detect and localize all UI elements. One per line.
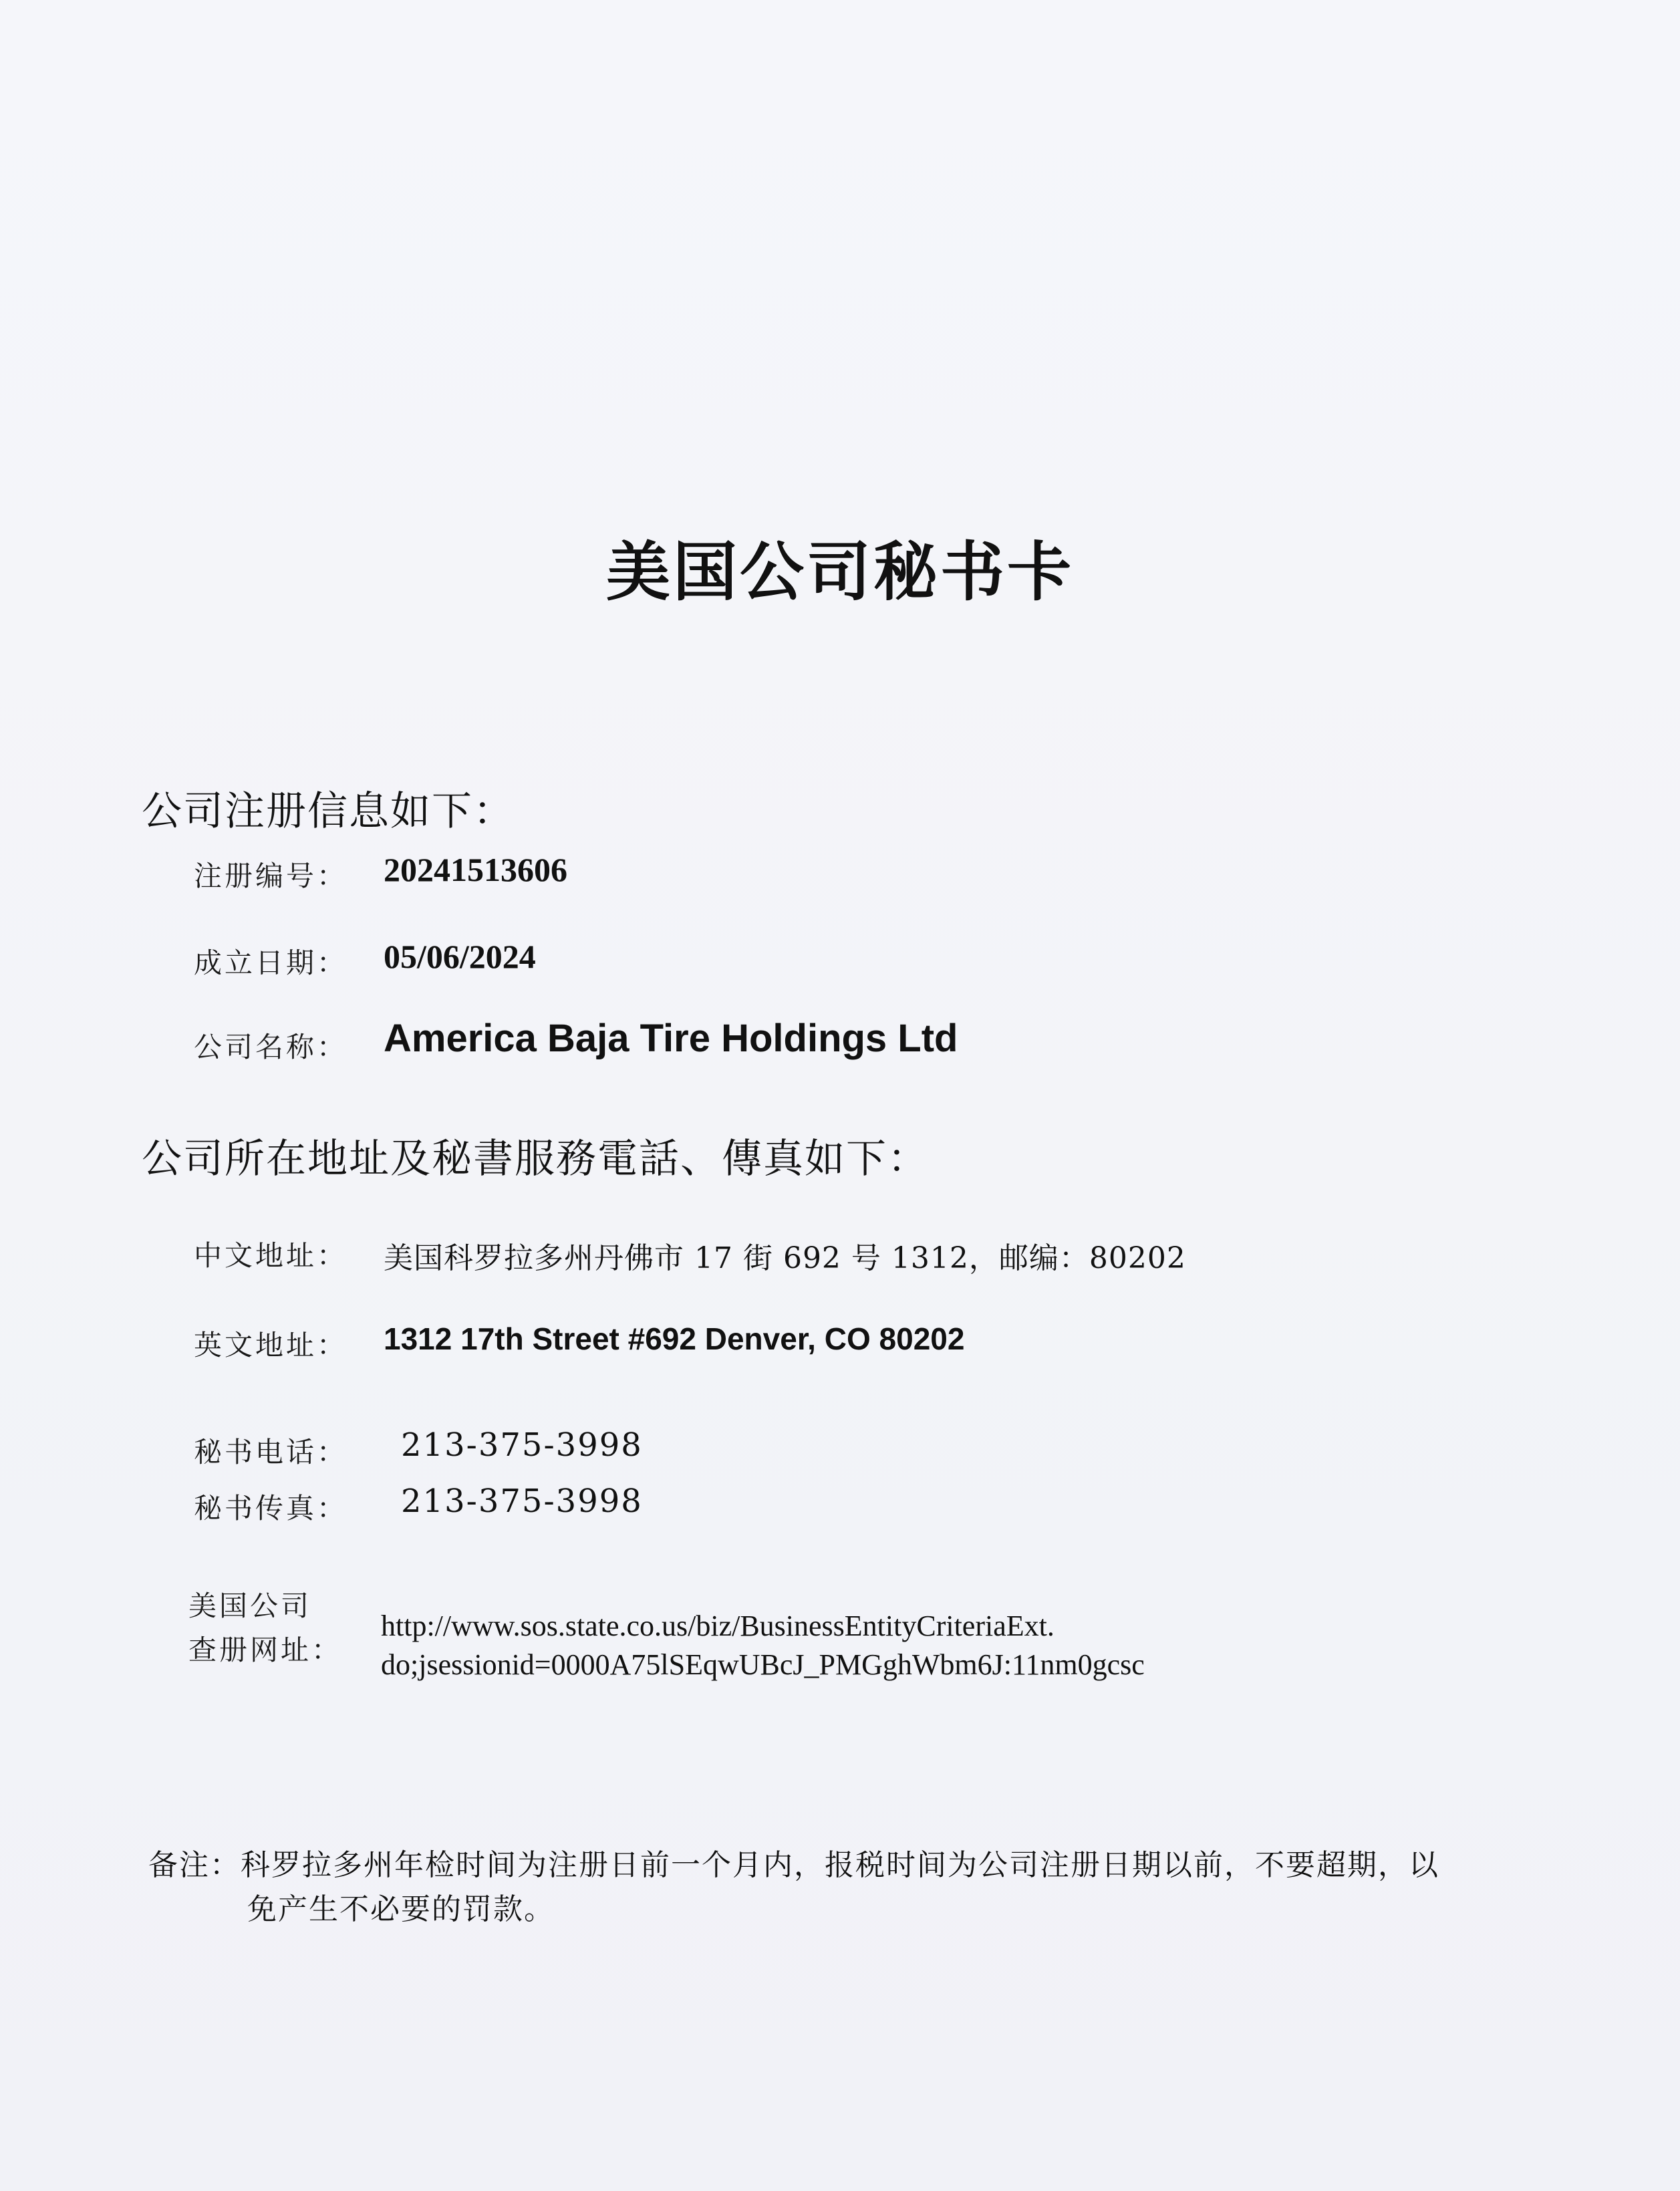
english-address-value: 1312 17th Street #692 Denver, CO 80202 <box>384 1321 965 1356</box>
registration-number-value: 20241513606 <box>384 851 567 888</box>
english-address-label: 英文地址： <box>194 1329 348 1362</box>
address-heading: 公司所在地址及秘書服務電話、傳真如下： <box>142 1136 929 1182</box>
secretary-phone-value: 213-375-3998 <box>401 1426 643 1464</box>
secretary-fax-value: 213-375-3998 <box>401 1483 643 1520</box>
registration-number-label: 注册编号： <box>194 860 348 892</box>
remark-line1: 备注：科罗拉多州年检时间为注册日前一个月内，报税时间为公司注册日期以前，不要超期，以 <box>148 1848 1439 1882</box>
lookup-label-line2: 查册网址： <box>188 1634 343 1666</box>
remark-note <box>148 1843 1538 1932</box>
chinese-address-label: 中文地址： <box>194 1239 348 1272</box>
chinese-address-value: 美国科罗拉多州丹佛市 17 街 692 号 1312，邮编：80202 <box>384 1241 1186 1275</box>
lookup-label-line1: 美国公司 <box>188 1589 312 1622</box>
lookup-url-line2[interactable]: do;jsessionid=0000A75lSEqwUBcJ_PMGghWbm6J:11nm0gcsc <box>381 1648 1145 1681</box>
secretary-fax-label: 秘书传真： <box>194 1492 348 1525</box>
company-name-label: 公司名称： <box>194 1031 348 1063</box>
company-name-value: America Baja Tire Holdings Ltd <box>384 1017 958 1060</box>
secretary-phone-label: 秘书电话： <box>194 1436 348 1468</box>
registration-heading: 公司注册信息如下： <box>142 788 515 835</box>
document-title: 美国公司秘书卡 <box>606 535 1074 610</box>
establish-date-value: 05/06/2024 <box>384 938 536 975</box>
remark-line2: 免产生不必要的罚款。 <box>247 1892 555 1926</box>
establish-date-label: 成立日期： <box>194 946 348 979</box>
lookup-url-line1[interactable]: http://www.sos.state.co.us/biz/BusinessEntityCriteriaExt. <box>381 1609 1055 1642</box>
